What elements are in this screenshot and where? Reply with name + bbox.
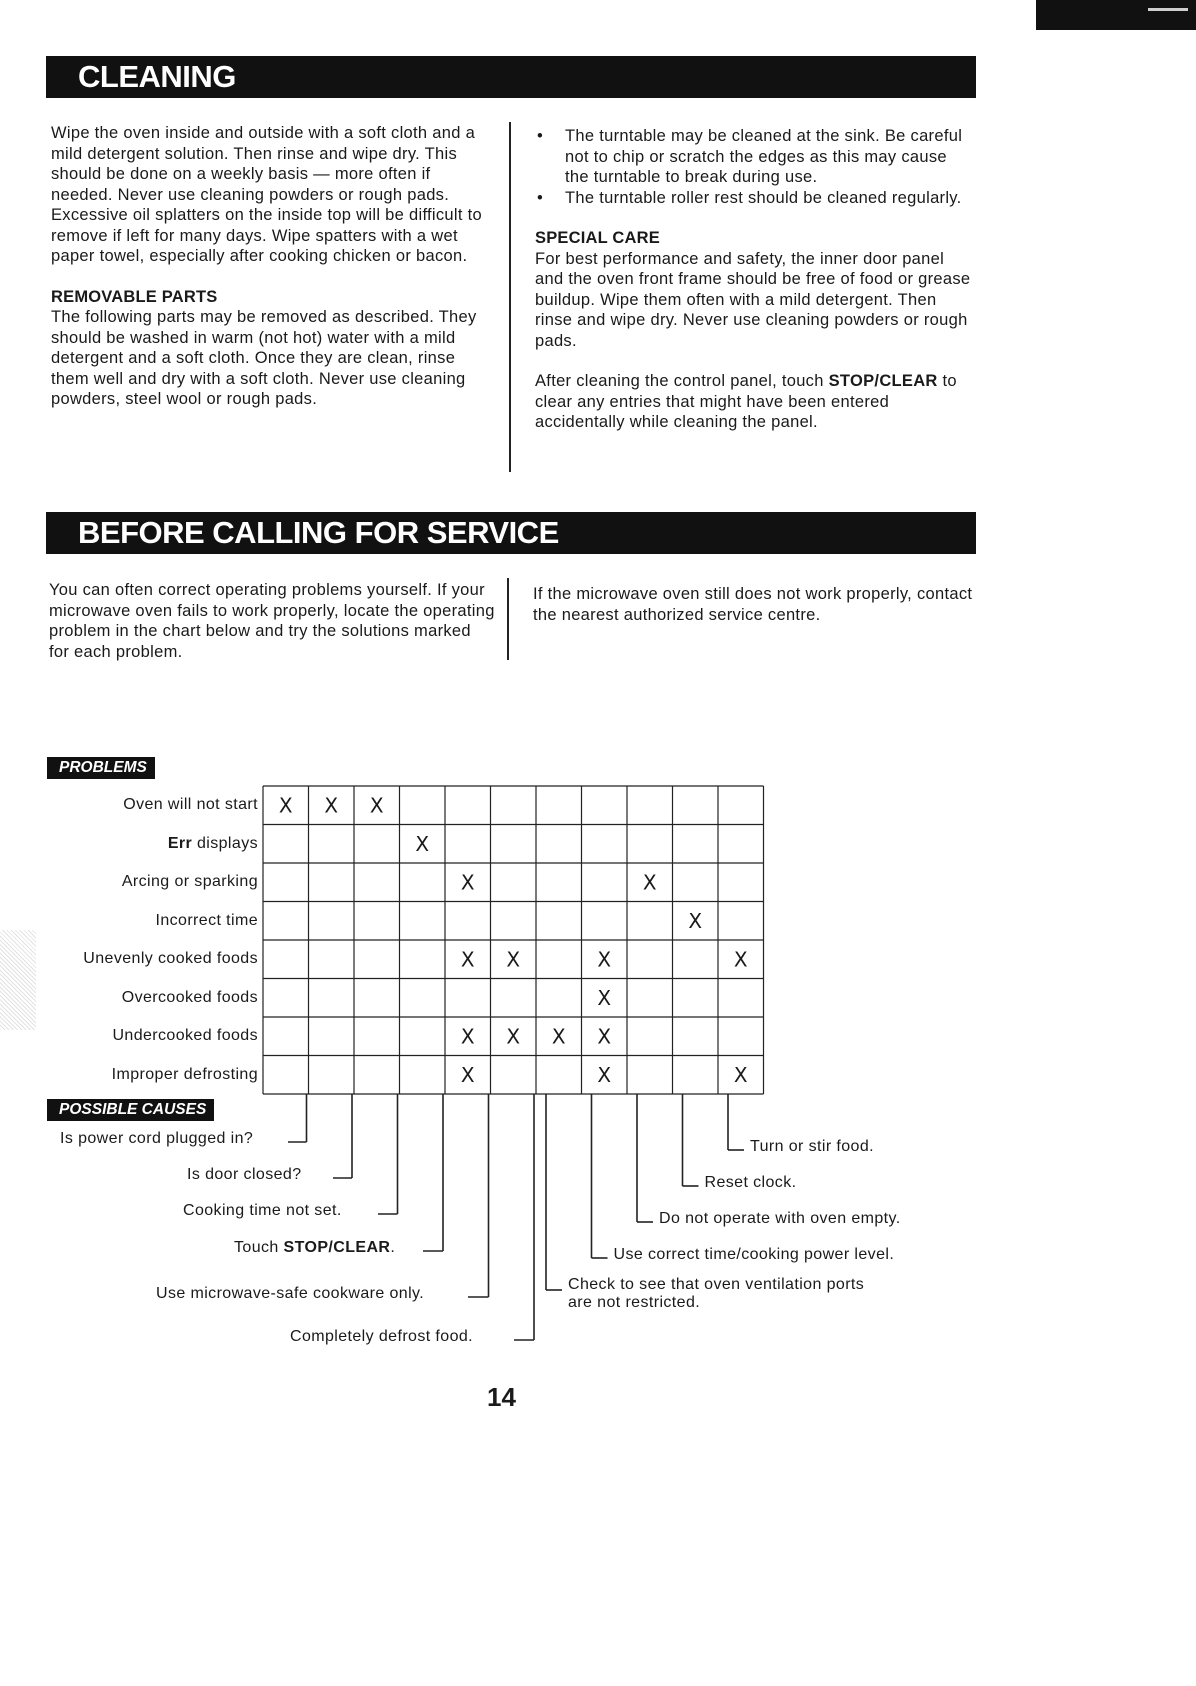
special-care-text: For best performance and safety, the inner door panel and the oven front frame should be free of food or grease buildup. Wipe them often with a mild detergent. Then rinse and wipe dry. Never use cleaning powders or rough pads.	[535, 249, 971, 350]
cause-label: Reset clock.	[704, 1174, 797, 1191]
service-contact: If the microwave oven still does not work properly, contact the nearest authorized service centre.	[533, 585, 973, 624]
x-mark: X	[460, 1024, 475, 1049]
bullet-item: • The turntable may be cleaned at the sink. Be careful not to chip or scratch the edges as this may cause the turntable to break during use.	[535, 126, 975, 188]
x-mark: X	[460, 1062, 475, 1087]
cause-label: Is door closed?	[187, 1166, 302, 1183]
cause-label: Is power cord plugged in?	[60, 1130, 254, 1147]
x-mark: X	[506, 947, 521, 972]
cause-label: Turn or stir food.	[750, 1138, 874, 1155]
cleaning-title: CLEANING	[78, 59, 236, 94]
cause-label: Touch STOP/CLEAR.	[234, 1239, 396, 1256]
x-mark: X	[597, 985, 612, 1010]
cleaning-intro: Wipe the oven inside and outside with a soft cloth and a mild detergent solution. Then rinse and wipe dry. This should be done on a weekly basis — more often if needed. Never use cleaning powders or rough pads. Excessive oil splatters on the inside top will be difficult to remove if left for many days. Wipe spatters with a wet paper towel, especially after cooking chicken or bacon.	[51, 124, 483, 265]
x-mark: X	[597, 1024, 612, 1049]
x-mark: X	[415, 831, 430, 856]
x-mark: X	[460, 947, 475, 972]
removable-parts-text: The following parts may be removed as described. They should be washed in warm (not hot) water with a mild detergent and a soft cloth. Once they are clean, rinse them well and dry with a soft cloth. Never use cleaning powders, steel wool or rough pads.	[51, 308, 477, 408]
cause-label: Use correct time/cooking power level.	[613, 1246, 895, 1263]
problem-label: Overcooked foods	[121, 988, 258, 1006]
special-care-heading: SPECIAL CARE	[535, 229, 660, 247]
problem-label: Err displays	[167, 834, 258, 852]
service-title: BEFORE CALLING FOR SERVICE	[78, 515, 559, 550]
removable-parts-heading: REMOVABLE PARTS	[51, 287, 218, 306]
x-mark: X	[597, 947, 612, 972]
x-mark: X	[278, 793, 293, 818]
x-mark: X	[597, 1062, 612, 1087]
x-mark: X	[369, 793, 384, 818]
x-mark: X	[460, 870, 475, 895]
service-intro: You can often correct operating problems yourself. If your microwave oven fails to work properly, locate the operating problem in the chart below and try the solutions marked for each problem.	[49, 581, 495, 661]
page-number: 14	[487, 1382, 516, 1412]
x-mark: X	[733, 947, 748, 972]
cause-label: Cooking time not set.	[183, 1202, 342, 1219]
stop-clear-text: STOP/CLEAR	[828, 372, 938, 390]
x-mark: X	[733, 1062, 748, 1087]
cause-label: Completely defrost food.	[290, 1328, 474, 1345]
x-mark: X	[642, 870, 657, 895]
x-mark: X	[324, 793, 339, 818]
problem-label: Undercooked foods	[112, 1027, 258, 1044]
problem-label: Arcing or sparking	[121, 873, 258, 890]
bullet-item: • The turntable roller rest should be cleaned regularly.	[535, 188, 975, 209]
possible-causes-label: POSSIBLE CAUSES	[47, 1099, 214, 1121]
problem-label: Oven will not start	[123, 796, 258, 813]
problem-label: Unevenly cooked foods	[83, 950, 258, 967]
problem-label: Improper defrosting	[111, 1065, 258, 1083]
problem-label: Incorrect time	[155, 911, 258, 929]
cause-label: Check to see that oven ventilation ports are not restricted.	[568, 1276, 865, 1311]
x-mark: X	[688, 908, 703, 933]
cause-label: Do not operate with oven empty.	[659, 1210, 901, 1227]
x-mark: X	[506, 1024, 521, 1049]
problems-label: PROBLEMS	[47, 757, 155, 779]
after-cleaning-pre: After cleaning the control panel, touch	[535, 372, 829, 390]
cause-label: Use microwave-safe cookware only.	[156, 1285, 425, 1302]
x-mark: X	[551, 1024, 566, 1049]
after-cleaning-post: to clear any entries that might have been entered accidentally while cleaning the panel.	[535, 372, 957, 431]
